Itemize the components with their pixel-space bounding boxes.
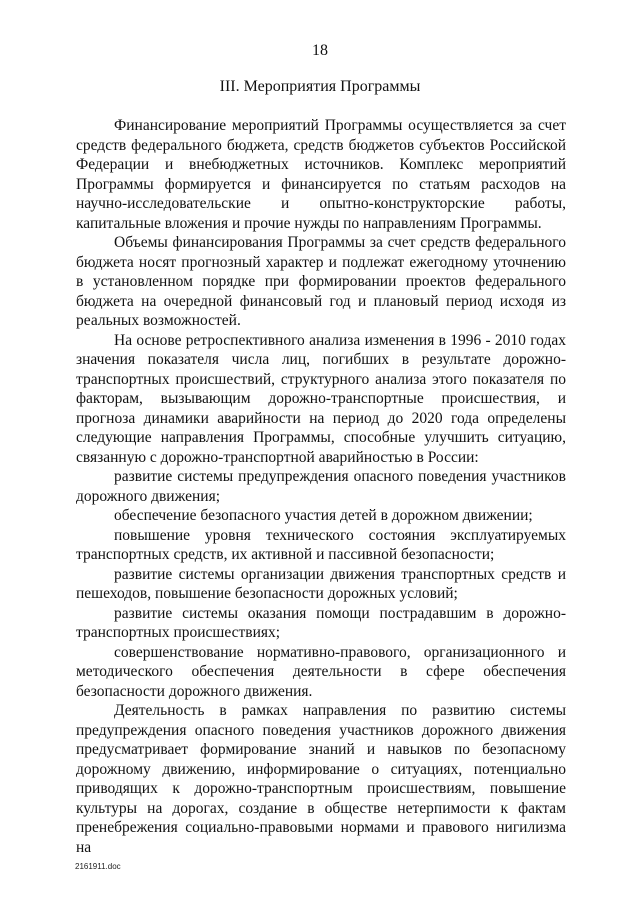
list-item: развитие системы организации движения транспортных средств и пешеходов, повышение безопасности дорожных условий; [76,565,566,602]
list-item: обеспечение безопасного участия детей в дорожном движении; [114,507,533,524]
paragraph: Финансирование мероприятий Программы осуществляется за счет средств федерального бюджета, средств бюджетов субъектов Российской Федерации и внебюджетных источников. Комплекс мероприятий Программы формируется и финансируется по статьям расходов на научно-исследовательские и опытно-конструкторские работы, капитальные вложения и прочие нужды по направлениям Программы. [76,117,566,232]
paragraph: На основе ретроспективного анализа изменения в 1996 - 2010 годах значения показателя числа лиц, погибших в результате дорожно-транспортных происшествий, структурного анализа этого показателя по факторам, вызывающим дорожно-транспортные происшествия, и прогноза динамики аварийности на период до 2020 года определены следующие направления Программы, способные улучшить ситуацию, связанную с дорожно-транспортной аварийностью в России: [76,331,566,466]
list-item: совершенствование нормативно-правового, организационного и методического обеспечения деятельности в сфере обеспечения безопасности дорожного движения. [76,643,566,700]
list-item: развитие системы предупреждения опасного поведения участников дорожного движения; [76,468,566,505]
body-text [76,116,566,857]
section-title: III. Мероприятия Программы [219,78,421,95]
footer-filename: 2161911.doc [75,862,121,871]
list-item: повышение уровня технического состояния эксплуатируемых транспортных средств, их активной и пассивной безопасности; [76,526,566,563]
page-number: 18 [312,42,328,59]
list-item: развитие системы оказания помощи пострадавшим в дорожно-транспортных происшествиях; [76,604,566,641]
paragraph: Деятельность в рамках направления по развитию системы предупреждения опасного поведения участников дорожного движения предусматривает формирование знаний и навыков по безопасному дорожному движению, информирование о ситуациях, потенциально приводящих к дорожно-транспортным происшествиям, повышение культуры на дорогах, создание в обществе нетерпимости к фактам пренебрежения социально-правовыми нормами и правового нигилизма на [76,702,566,856]
paragraph: Объемы финансирования Программы за счет средств федерального бюджета носят прогнозный характер и подлежат ежегодному уточнению в установленном порядке при формировании проектов федерального бюджета на очередной финансовый год и плановый период исходя из реальных возможностей. [76,234,566,329]
